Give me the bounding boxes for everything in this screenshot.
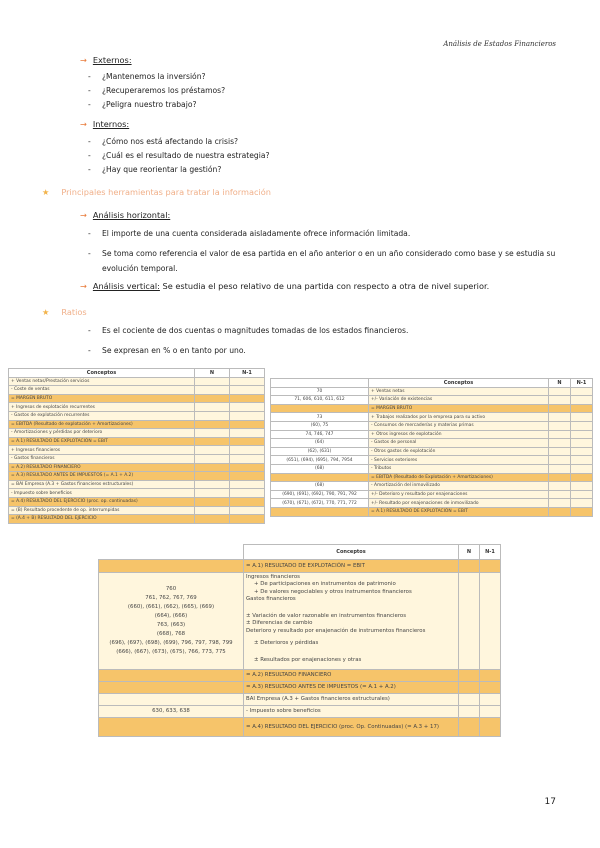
column-header: Conceptos — [369, 379, 549, 388]
table-row: + Ingresos financieros — [9, 446, 265, 455]
table-row: - Gastos de explotación recurrentes — [9, 411, 265, 420]
table-row: = MARGEN BRUTO — [9, 394, 265, 403]
table-row: = (B) Resultado procedente de op. interrumpidas — [9, 506, 265, 515]
table-row: = A.1) RESULTADO DE EXPLOTACIÓN = EBIT — [271, 507, 593, 516]
table-row: ± Variación de valor razonable en instrumentos financieros — [99, 612, 501, 620]
list-item: - El importe de una cuenta considerada aisladamente ofrece información limitada. — [88, 229, 411, 238]
table-row: 74, 746, 747 + Otros ingresos de explotación — [271, 430, 593, 439]
table-row: (68) - Tributos — [271, 464, 593, 473]
column-header: N-1 — [571, 379, 593, 388]
column-header: Conceptos — [244, 545, 459, 560]
table-row: ± Resultados por enajenaciones y otras — [99, 651, 501, 670]
table-row: 630, 633, 638 - Impuesto sobre beneficios — [99, 705, 501, 717]
vertical-paragraph: → Análisis vertical: Se estudia el peso relativo de una partida con respecto a otra de nivel superior. — [80, 281, 490, 291]
arrow-right-icon: → — [80, 55, 87, 65]
ratios-heading: ★ Ratios — [42, 307, 87, 317]
list-item: - ¿Peligra nuestro trabajo? — [88, 100, 197, 109]
table-row: - Coste de ventas — [9, 386, 265, 395]
table-row: (60), 75 - Consumos de mercaderías y materias primas — [271, 421, 593, 430]
internos-heading: → Internos: — [80, 119, 130, 129]
table-row: 70 + Ventas netas — [271, 387, 593, 396]
list-item: - ¿Cómo nos está afectando la crisis? — [88, 137, 239, 146]
column-header: N-1 — [230, 369, 265, 378]
list-item: - ¿Cuál es el resultado de nuestra estrategia? — [88, 151, 270, 160]
list-item: - Se toma como referencia el valor de esa partida en el año anterior o en un año considerado como base y se estudia su evolución temporal. — [88, 249, 556, 273]
table-row: = (A.4 + B) RESULTADO DEL EJERCICIO — [9, 515, 265, 524]
table-row: = A.4) RESULTADO DEL EJERCICIO (proc. Op. Continuadas) (= A.3 + 17) — [99, 717, 501, 736]
table-row: ± Deterioros y pérdidas — [99, 635, 501, 651]
star-icon: ★ — [42, 187, 50, 197]
arrow-right-icon: → — [80, 119, 87, 129]
table-row: = A.2) RESULTADO FINANCIERO — [99, 669, 501, 681]
table-row: = A.4) RESULTADO DEL EJERCICIO (proc. op. continuadas) — [9, 497, 265, 506]
table-row: - Impuesto sobre beneficios — [9, 489, 265, 498]
table-row: (690), (691), (692), 790, 791, 792 +/- Deterioro y resultado por enajenaciones — [271, 490, 593, 499]
table-row: = EBITDA (Resultado de explotación + Amortizaciones) — [9, 420, 265, 429]
table-row: 73 + Trabajos realizados por la empresa para su activo — [271, 413, 593, 422]
table-row: + Ventas netas/Prestación servicios — [9, 377, 265, 386]
table-right — [270, 378, 593, 517]
table-row: = MARGEN BRUTO — [271, 404, 593, 413]
table-row: = A.1) RESULTADO DE EXPLOTACIÓN = EBIT — [9, 437, 265, 446]
table-row: (64) - Gastos de personal — [271, 439, 593, 448]
list-item: - Es el cociente de dos cuentas o magnitudes tomadas de los estados financieros. — [88, 326, 409, 335]
arrow-right-icon: → — [80, 210, 87, 220]
externos-heading: → Externos: — [80, 55, 132, 65]
column-header: Conceptos — [9, 369, 195, 378]
table-row: (670), (671), (672), 770, 771, 772 +/- Resultado por enajenaciones de inmovilizado — [271, 499, 593, 508]
column-header: N — [549, 379, 571, 388]
table-row: 760 761, 762, 767, 769 (660), (661), (662), (665), (669) (664), (666) 763, (663) (668), 768 (696), (697), (698), (699), 796, 797, 798, 799 (666), (667), (673), (675), 766, 773, 775 Ingresos financieros — [99, 573, 501, 581]
table-row: ± Diferencias de cambio — [99, 619, 501, 627]
table-row: (68) - Amortización del inmovilizado — [271, 482, 593, 491]
page-number: 17 — [544, 797, 556, 807]
column-header: N — [459, 545, 480, 560]
star-icon: ★ — [42, 307, 50, 317]
table-left — [8, 368, 265, 524]
table-row: Deterioro y resultado por enajenación de instrumentos financieros — [99, 627, 501, 635]
table-row: - Amortizaciones y pérdidas por deterioro — [9, 429, 265, 438]
table-row: = A.2) RESULTADO FINANCIERO — [9, 463, 265, 472]
table-row: = A.3) RESULTADO ANTES DE IMPUESTOS (= A.1 + A.2) — [9, 472, 265, 481]
table-row: = A.1) RESULTADO DE EXPLOTACIÓN = EBIT — [99, 560, 501, 573]
table-row: Gastos financieros — [99, 596, 501, 612]
table-row: - Gastos financieros — [9, 454, 265, 463]
table-row: 71, 606, 610, 611, 612 +/- Variación de existencias — [271, 396, 593, 405]
herramientas-heading: ★ Principales herramientas para tratar la información — [42, 187, 271, 197]
list-item: - ¿Hay que reorientar la gestión? — [88, 165, 222, 174]
table-row: (651), (694), (695), 794, 7954 - Servicios exteriores — [271, 456, 593, 465]
table-row: + Ingresos de explotación recurrentes — [9, 403, 265, 412]
table-row: + De participaciones en instrumentos de patrimonio — [99, 581, 501, 589]
table-bottom — [98, 544, 501, 737]
running-header: Análisis de Estados Financieros — [443, 40, 556, 48]
column-header: N-1 — [480, 545, 501, 560]
table-row: + De valores negociables y otros instrumentos financieros — [99, 588, 501, 596]
horizontal-heading: → Análisis horizontal: — [80, 210, 171, 220]
table-row: = BAI Empresa (A.3 + Gastos financieros estructurales) — [9, 480, 265, 489]
table-row: (62), (631) - Otros gastos de explotación — [271, 447, 593, 456]
list-item: - ¿Recuperaremos los préstamos? — [88, 86, 226, 95]
list-item: - Se expresan en % o en tanto por uno. — [88, 346, 246, 355]
table-row: BAI Empresa (A.3 + Gastos financieros estructurales) — [99, 693, 501, 705]
column-header: N — [195, 369, 230, 378]
table-row: = A.3) RESULTADO ANTES DE IMPUESTOS (= A.1 + A.2) — [99, 681, 501, 693]
list-item: - ¿Mantenemos la inversión? — [88, 72, 206, 81]
arrow-right-icon: → — [80, 281, 87, 291]
table-row: = EBITDA (Resultado de Explotación + Amortizaciones) — [271, 473, 593, 482]
